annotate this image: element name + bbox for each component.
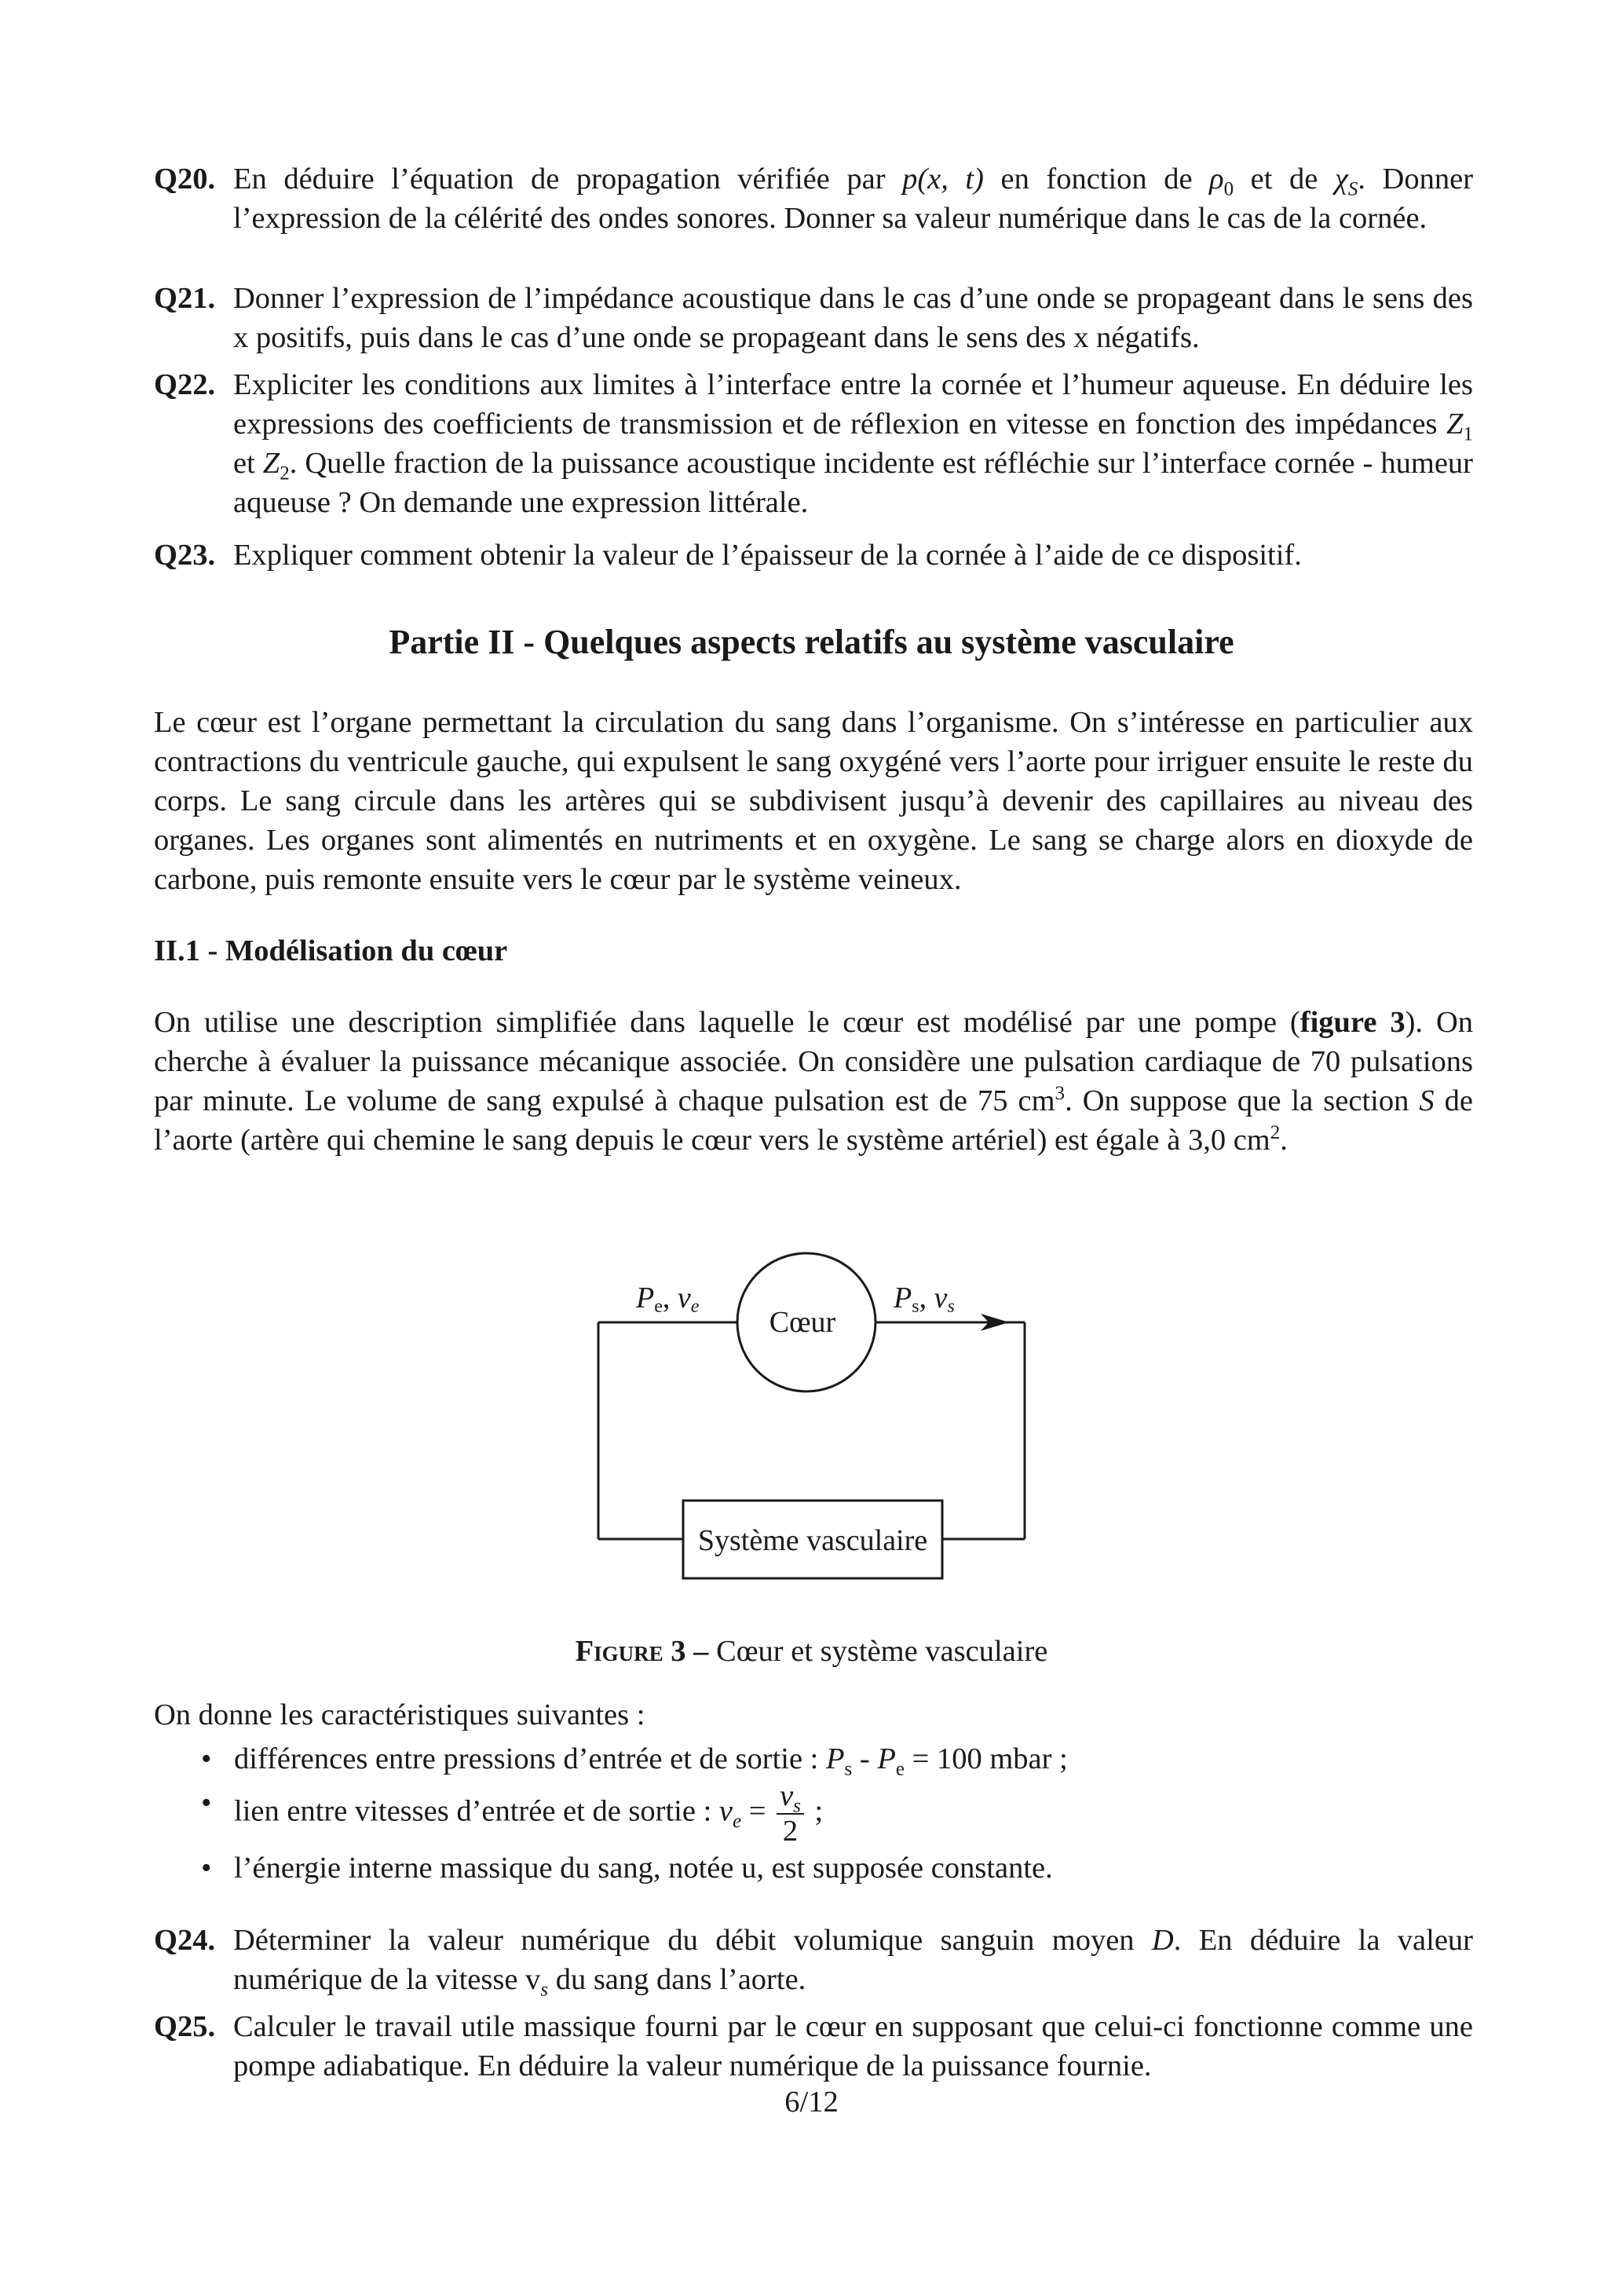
question-label: Q25. [154, 2010, 216, 2043]
question-label: Q21. [154, 282, 216, 315]
characteristics-intro: On donne les caractéristiques suivantes : [154, 1698, 645, 1731]
question-text: Expliquer comment obtenir la valeur de l’épaisseur de la cornée à l’aide de ce dispositif. [233, 539, 1302, 572]
list-item: • l’énergie interne massique du sang, notée u, est supposée constante. [196, 1846, 1068, 1890]
figure-caption: Figure 3 – Cœur et système vasculaire [575, 1635, 1048, 1668]
fraction: $\frac{v_s}{2}$ [777, 1781, 804, 1846]
intro-paragraph: Le cœur est l’organe permettant la circulation du sang dans l’organisme. On s’intéresse en particulier aux contractions du ventricule gauche, qui expulsent le sang oxygéné vers l’aorte pour irriguer ensuite le reste du corps. Le sang circule dans les artères qui se subdivisent jusqu’à devenir des capillaires au niveau des organes. Les organes sont alimentés en nutriments et en oxygène. Le sang se charge alors en dioxyde de carbone, puis remonte ensuite vers le cœur par le système veineux. [154, 706, 1473, 896]
question-label: Q20. [154, 163, 216, 196]
question-label: Q22. [154, 368, 216, 401]
question-q25 [154, 2007, 1473, 2086]
question-text: Calculer le travail utile massique fourni par le cœur en supposant que celui-ci fonctionne comme une pompe adiabatique. En déduire la valeur numérique de la puissance fournie. [233, 2010, 1473, 2082]
model-paragraph: On utilise une description simplifiée dans laquelle le cœur est modélisé par une pompe (figure 3). On cherche à évaluer la puissance mécanique associée. On considère une pulsation cardiaque de 70 pulsations par minute. Le volume de sang expulsé à chaque pulsation est de 75 $cm^3$. On suppose que la section S de l’aorte (artère qui chemine le sang depuis le cœur vers le système artériel) est égale à 3,0 $cm^2$. [154, 1006, 1473, 1157]
question-text: Expliciter les conditions aux limites à l’interface entre la cornée et l’humeur aqueuse. En déduire les expressions des coefficients de transmission et de réflexion en vitesse en fonction des impédances $Z_1$ et $Z_2$. Quelle fraction de la puissance acoustique incidente est réfléchie sur l’interface cornée - humeur aqueuse ? On demande une expression littérale. [233, 368, 1473, 519]
question-q24 [154, 1921, 1473, 1999]
subsection-title: II.1 - Modélisation du cœur [154, 934, 508, 967]
outlet-label: Ps, vs [894, 1281, 955, 1317]
question-label: Q24. [154, 1924, 216, 1957]
inlet-label: Pe, ve [636, 1281, 700, 1317]
question-label: Q23. [154, 539, 216, 572]
question-text: Donner l’expression de l’impédance acoustique dans le cas d’une onde se propageant dans le sens des x positifs, puis dans le cas d’une onde se propageant dans le sens des x négatifs. [233, 282, 1473, 354]
section-title: Partie II - Quelques aspects relatifs au système vasculaire [389, 623, 1234, 661]
characteristics-list [196, 1737, 1068, 1890]
figure-reference: figure 3 [1299, 1006, 1406, 1039]
heart-label: Cœur [769, 1306, 836, 1339]
page-number: 6/12 [784, 2086, 839, 2119]
question-text: En déduire l’équation de propagation vérifiée par p(x, t) en fonction de $\rho_0$ et de $\chi_S$. Donner l’expression de la célérité des ondes sonores. Donner sa valeur numérique dans le cas de la cornée. [233, 163, 1474, 235]
vascular-system-label: Système vasculaire [697, 1524, 928, 1557]
list-item: • lien entre vitesses d’entrée et de sortie : $v_e$ = $\frac{v_s}{2}$ ; [196, 1781, 1068, 1846]
list-item: • différences entre pressions d’entrée et de sortie : $P_s - P_e = 100$ mbar ; [196, 1737, 1068, 1781]
question-text: Déterminer la valeur numérique du débit volumique sanguin moyen D. En déduire la valeur numérique de la vitesse $v_s$ du sang dans l’aorte. [233, 1924, 1473, 2001]
